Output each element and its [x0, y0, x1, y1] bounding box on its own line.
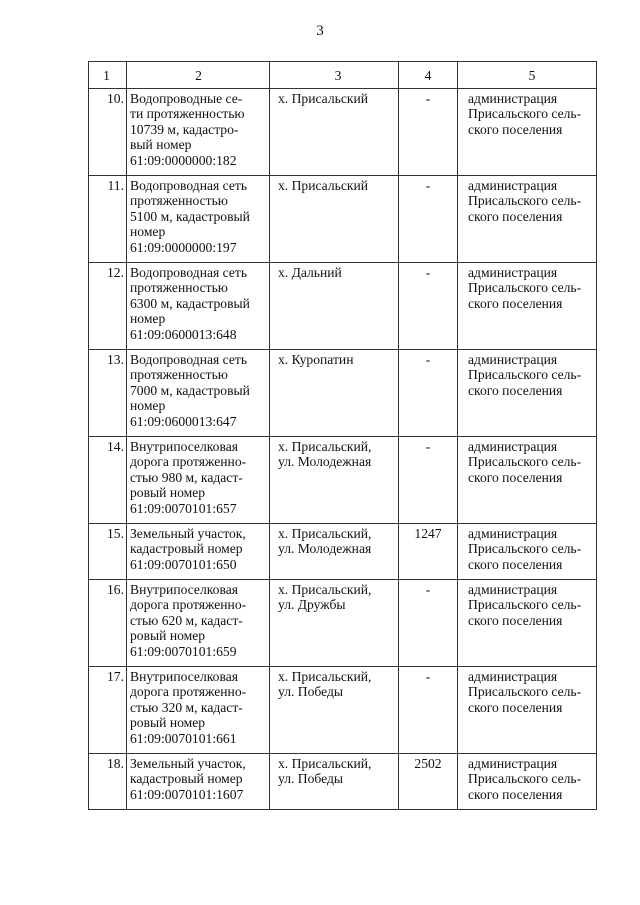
- table-row: [89, 350, 597, 437]
- object-name-line: номер: [130, 398, 166, 414]
- object-name-line: 61:09:0070101:657: [130, 500, 237, 516]
- object-address-line: х. Присальский,: [278, 669, 372, 684]
- object-name-line: номер: [130, 311, 166, 327]
- object-owner-line: ского поселения: [468, 786, 563, 802]
- object-name-line: 61:09:0070101:661: [130, 730, 237, 746]
- object-owner-line: ского поселения: [468, 556, 563, 572]
- object-name: [127, 89, 270, 176]
- table-row: [89, 176, 597, 263]
- object-owner: [458, 89, 597, 176]
- object-name-line: стью 320 м, кадаст-: [130, 699, 243, 715]
- object-area: 1247: [399, 524, 458, 580]
- object-name: [127, 580, 270, 667]
- object-address-line: ул. Молодежная: [278, 541, 372, 557]
- object-address-line: х. Присальский,: [278, 439, 372, 454]
- row-number: 14.: [89, 437, 127, 524]
- table-body: [89, 89, 597, 810]
- object-name: [127, 176, 270, 263]
- table-row: [89, 89, 597, 176]
- object-owner-line: Присальского сель-: [468, 541, 582, 557]
- object-owner: [458, 524, 597, 580]
- object-name: [127, 754, 270, 810]
- object-name-line: Водопроводные се-: [130, 91, 243, 106]
- table-header: [89, 62, 597, 89]
- object-owner-line: администрация: [468, 439, 558, 454]
- table-row: [89, 667, 597, 754]
- object-address-line: х. Присальский: [278, 91, 369, 106]
- object-name-line: 61:09:0000000:197: [130, 239, 237, 255]
- object-owner-line: администрация: [468, 669, 558, 684]
- object-name-line: дорога протяженно-: [130, 454, 247, 470]
- object-name-line: ти протяженностью: [130, 106, 245, 122]
- object-name-line: протяженностью: [130, 193, 228, 209]
- object-name-line: дорога протяженно-: [130, 684, 247, 700]
- object-address-line: х. Дальний: [278, 265, 342, 280]
- row-number: 10.: [89, 89, 127, 176]
- object-address-line: х. Присальский,: [278, 582, 372, 597]
- object-name-line: дорога протяженно-: [130, 597, 247, 613]
- table-row: [89, 580, 597, 667]
- object-address-line: х. Присальский: [278, 178, 369, 193]
- object-owner-line: Присальского сель-: [468, 597, 582, 613]
- object-owner-line: администрация: [468, 265, 558, 280]
- row-number: 13.: [89, 350, 127, 437]
- object-area: -: [399, 667, 458, 754]
- table-row: [89, 754, 597, 810]
- object-address: [270, 350, 399, 437]
- object-name: [127, 350, 270, 437]
- object-owner-line: администрация: [468, 756, 558, 771]
- object-address-line: ул. Победы: [278, 684, 344, 700]
- object-owner-line: администрация: [468, 526, 558, 541]
- object-name-line: 6300 м, кадастровый: [130, 295, 250, 311]
- object-name-line: Внутрипоселковая: [130, 669, 238, 684]
- object-address: [270, 667, 399, 754]
- object-owner-line: Присальского сель-: [468, 193, 582, 209]
- object-owner: [458, 667, 597, 754]
- header-col-2: 2: [127, 62, 270, 89]
- row-number: 11.: [89, 176, 127, 263]
- object-address: [270, 524, 399, 580]
- object-name-line: 61:09:0070101:650: [130, 556, 237, 572]
- object-area: -: [399, 89, 458, 176]
- object-area: -: [399, 580, 458, 667]
- object-owner-line: Присальского сель-: [468, 771, 582, 787]
- object-owner-line: ского поселения: [468, 699, 563, 715]
- object-name-line: 10739 м, кадастро-: [130, 121, 239, 137]
- table-row: [89, 524, 597, 580]
- property-table: [88, 61, 597, 810]
- header-col-5: 5: [458, 62, 597, 89]
- object-address: [270, 580, 399, 667]
- object-address: [270, 754, 399, 810]
- object-name-line: кадастровый номер: [130, 771, 243, 787]
- object-name-line: 61:09:0070101:1607: [130, 786, 244, 802]
- object-name: [127, 524, 270, 580]
- object-address-line: х. Присальский,: [278, 756, 372, 771]
- object-name-line: протяженностью: [130, 367, 228, 383]
- object-address-line: х. Присальский,: [278, 526, 372, 541]
- header-col-3: 3: [270, 62, 399, 89]
- row-number: 15.: [89, 524, 127, 580]
- object-address-line: х. Куропатин: [278, 352, 354, 367]
- object-name-line: 61:09:0070101:659: [130, 643, 237, 659]
- object-address-line: ул. Дружбы: [278, 597, 346, 613]
- object-owner-line: Присальского сель-: [468, 367, 582, 383]
- object-name-line: Внутрипоселковая: [130, 439, 238, 454]
- object-name-line: протяженностью: [130, 280, 228, 296]
- row-number: 12.: [89, 263, 127, 350]
- header-col-4: 4: [399, 62, 458, 89]
- object-area: -: [399, 176, 458, 263]
- object-owner-line: администрация: [468, 178, 558, 193]
- row-number: 17.: [89, 667, 127, 754]
- object-area: 2502: [399, 754, 458, 810]
- object-owner: [458, 263, 597, 350]
- table-row: [89, 263, 597, 350]
- object-area: -: [399, 263, 458, 350]
- object-owner-line: администрация: [468, 582, 558, 597]
- object-name: [127, 667, 270, 754]
- object-area: -: [399, 350, 458, 437]
- object-name-line: 61:09:0000000:182: [130, 152, 237, 168]
- object-name-line: Водопроводная сеть: [130, 352, 248, 367]
- object-name-line: Внутрипоселковая: [130, 582, 238, 597]
- object-address: [270, 437, 399, 524]
- object-name-line: ровый номер: [130, 715, 206, 731]
- table-row: [89, 437, 597, 524]
- object-owner-line: администрация: [468, 91, 558, 106]
- object-address: [270, 263, 399, 350]
- object-owner: [458, 754, 597, 810]
- object-owner-line: Присальского сель-: [468, 280, 582, 296]
- object-owner-line: Присальского сель-: [468, 684, 582, 700]
- object-name: [127, 263, 270, 350]
- object-owner: [458, 580, 597, 667]
- object-address-line: ул. Молодежная: [278, 454, 372, 470]
- object-owner-line: ского поселения: [468, 469, 563, 485]
- object-owner: [458, 350, 597, 437]
- object-area: -: [399, 437, 458, 524]
- object-address: [270, 89, 399, 176]
- object-owner: [458, 437, 597, 524]
- object-name-line: Земельный участок,: [130, 756, 246, 771]
- object-name: [127, 437, 270, 524]
- object-name-line: 61:09:0600013:647: [130, 413, 237, 429]
- object-owner: [458, 176, 597, 263]
- object-name-line: стью 980 м, кадаст-: [130, 469, 243, 485]
- object-owner-line: ского поселения: [468, 295, 563, 311]
- object-owner-line: Присальского сель-: [468, 106, 582, 122]
- page-number: 3: [316, 23, 324, 39]
- object-address-line: ул. Победы: [278, 771, 344, 787]
- object-owner-line: Присальского сель-: [468, 454, 582, 470]
- object-owner-line: администрация: [468, 352, 558, 367]
- object-name-line: стью 620 м, кадаст-: [130, 612, 243, 628]
- row-number: 16.: [89, 580, 127, 667]
- object-name-line: Земельный участок,: [130, 526, 246, 541]
- object-owner-line: ского поселения: [468, 382, 563, 398]
- object-owner-line: ского поселения: [468, 612, 563, 628]
- header-col-1: 1: [89, 62, 127, 89]
- object-address: [270, 176, 399, 263]
- object-name-line: номер: [130, 224, 166, 240]
- object-name-line: Водопроводная сеть: [130, 178, 248, 193]
- object-name-line: ровый номер: [130, 485, 206, 501]
- object-name-line: вый номер: [130, 137, 192, 153]
- row-number: 18.: [89, 754, 127, 810]
- object-name-line: ровый номер: [130, 628, 206, 644]
- object-owner-line: ского поселения: [468, 121, 563, 137]
- object-name-line: кадастровый номер: [130, 541, 243, 557]
- object-name-line: 7000 м, кадастровый: [130, 382, 250, 398]
- object-name-line: Водопроводная сеть: [130, 265, 248, 280]
- header-row: [89, 62, 597, 89]
- object-owner-line: ского поселения: [468, 208, 563, 224]
- object-name-line: 61:09:0600013:648: [130, 326, 237, 342]
- object-name-line: 5100 м, кадастровый: [130, 208, 250, 224]
